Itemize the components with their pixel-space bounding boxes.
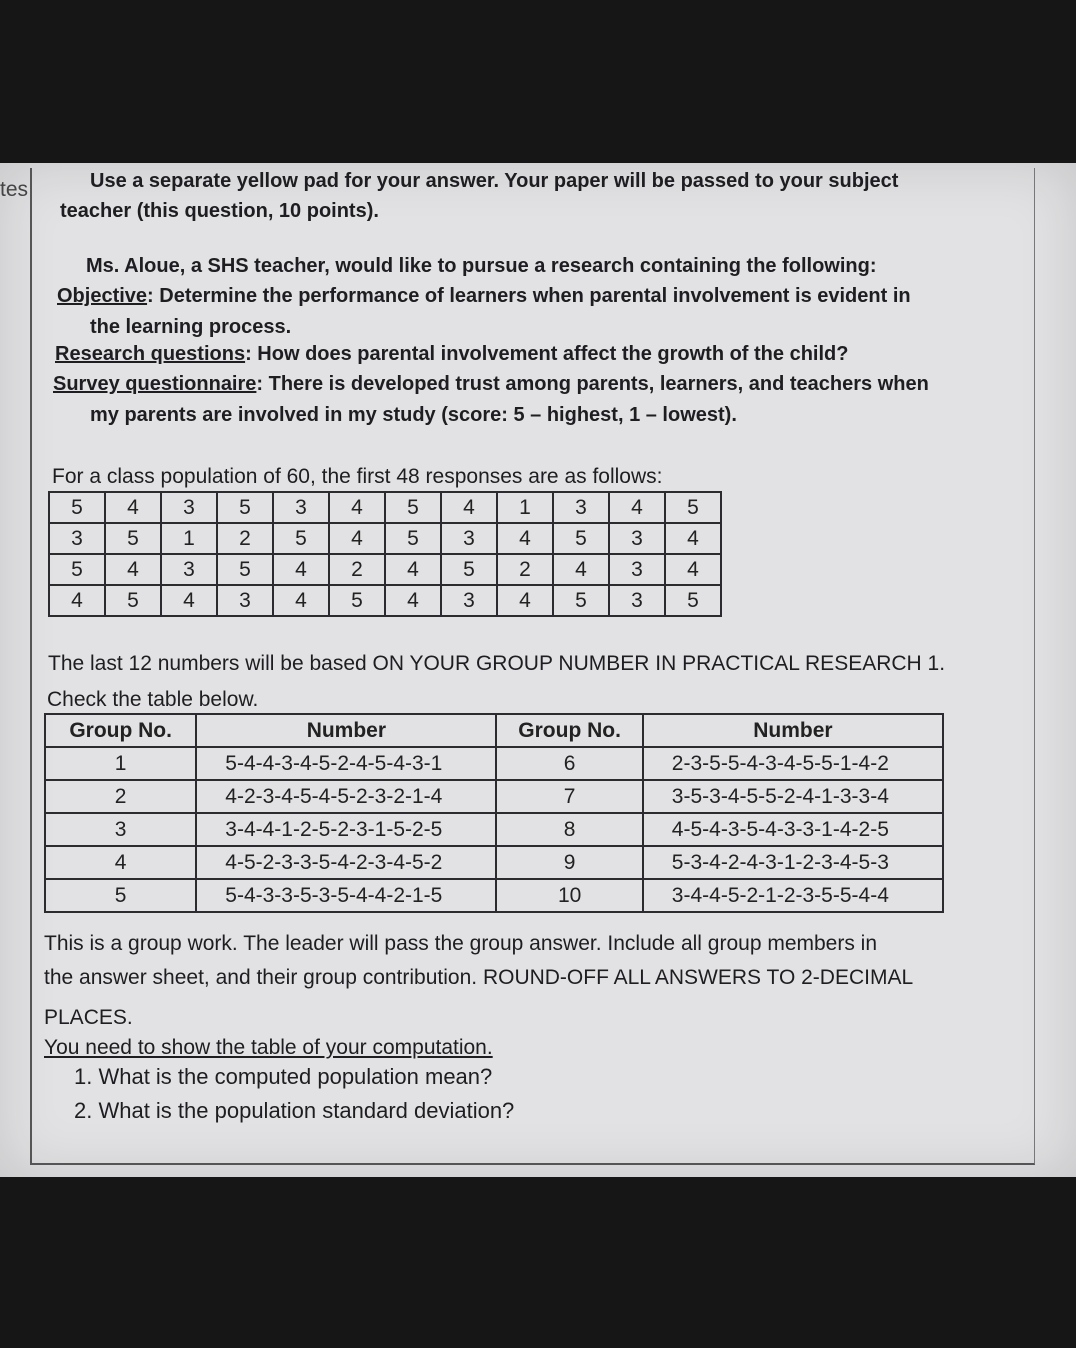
response-row [49, 492, 721, 523]
response-cell: 3 [441, 585, 497, 616]
group-no-cell: 9 [496, 846, 642, 879]
response-cell: 3 [217, 585, 273, 616]
number-cell: 4-5-4-3-5-4-3-3-1-4-2-5 [643, 813, 943, 846]
response-cell: 5 [49, 554, 105, 585]
response-cell: 4 [609, 492, 665, 523]
number-cell: 5-4-4-3-4-5-2-4-5-4-3-1 [196, 747, 496, 780]
response-cell: 4 [441, 492, 497, 523]
objective-line-2: the learning process. [90, 316, 292, 338]
research-questions-text: : How does parental involvement affect the growth of the child? [245, 343, 849, 365]
response-cell: 5 [105, 585, 161, 616]
response-cell: 2 [329, 554, 385, 585]
response-cell: 4 [49, 585, 105, 616]
response-cell: 4 [553, 554, 609, 585]
number-cell: 3-4-4-1-2-5-2-3-1-5-2-5 [196, 813, 496, 846]
response-cell: 4 [329, 523, 385, 554]
side-label: tes [0, 178, 29, 201]
response-cell: 3 [49, 523, 105, 554]
response-row [49, 585, 721, 616]
instructions-line-1: Use a separate yellow pad for your answer. Your paper will be passed to your subject [90, 170, 899, 192]
group-no-cell: 2 [45, 780, 196, 813]
group-numbers-table [44, 713, 944, 913]
response-cell: 4 [273, 554, 329, 585]
group-no-cell: 10 [496, 879, 642, 912]
survey-line-1 [53, 373, 929, 396]
group-row [45, 813, 943, 846]
response-cell: 1 [161, 523, 217, 554]
response-cell: 3 [609, 554, 665, 585]
header-number-2: Number [643, 714, 943, 747]
number-cell: 4-5-2-3-3-5-4-2-3-4-5-2 [196, 846, 496, 879]
header-group-no-1: Group No. [45, 714, 196, 747]
group-section-line-1: The last 12 numbers will be based ON YOUR GROUP NUMBER IN PRACTICAL RESEARCH 1. [48, 652, 946, 675]
response-cell: 4 [105, 554, 161, 585]
response-cell: 3 [609, 585, 665, 616]
group-no-cell: 4 [45, 846, 196, 879]
number-cell: 5-4-3-3-5-3-5-4-4-2-1-5 [196, 879, 496, 912]
responses-caption: For a class population of 60, the first 48 responses are as follows: [52, 465, 663, 488]
response-cell: 4 [273, 585, 329, 616]
response-cell: 5 [553, 523, 609, 554]
group-no-cell: 8 [496, 813, 642, 846]
response-cell: 4 [105, 492, 161, 523]
number-cell: 3-4-4-5-2-1-2-3-5-5-4-4 [643, 879, 943, 912]
objective-text: : Determine the performance of learners when parental involvement is evident in [147, 285, 911, 307]
header-number-1: Number [196, 714, 496, 747]
response-cell: 3 [273, 492, 329, 523]
question-2: 2. What is the population standard deviation? [74, 1098, 515, 1123]
response-cell: 2 [217, 523, 273, 554]
response-cell: 3 [441, 523, 497, 554]
group-section-line-2: Check the table below. [47, 688, 259, 711]
response-cell: 5 [49, 492, 105, 523]
response-cell: 4 [329, 492, 385, 523]
response-cell: 5 [217, 554, 273, 585]
group-work-line-3: PLACES. [44, 1006, 133, 1029]
response-cell: 5 [385, 523, 441, 554]
number-cell: 3-5-3-4-5-5-2-4-1-3-3-4 [643, 780, 943, 813]
number-cell: 4-2-3-4-5-4-5-2-3-2-1-4 [196, 780, 496, 813]
group-work-line-1: This is a group work. The leader will pass the group answer. Include all group members in [44, 932, 878, 955]
response-cell: 4 [385, 585, 441, 616]
response-cell: 4 [497, 523, 553, 554]
group-no-cell: 3 [45, 813, 196, 846]
response-cell: 3 [161, 492, 217, 523]
group-row [45, 846, 943, 879]
response-cell: 4 [665, 554, 721, 585]
number-cell: 5-3-4-2-4-3-1-2-3-4-5-3 [643, 846, 943, 879]
response-row [49, 523, 721, 554]
responses-table [48, 491, 722, 617]
group-work-line-2: the answer sheet, and their group contribution. ROUND-OFF ALL ANSWERS TO 2-DECIMAL [44, 966, 914, 989]
group-row [45, 780, 943, 813]
survey-text: : There is developed trust among parents, learners, and teachers when [256, 373, 929, 395]
response-cell: 4 [385, 554, 441, 585]
group-no-cell: 7 [496, 780, 642, 813]
response-cell: 5 [273, 523, 329, 554]
response-cell: 4 [497, 585, 553, 616]
response-cell: 4 [161, 585, 217, 616]
response-cell: 5 [385, 492, 441, 523]
response-cell: 3 [161, 554, 217, 585]
response-cell: 4 [665, 523, 721, 554]
group-no-cell: 5 [45, 879, 196, 912]
table-note: You need to show the table of your computation. [44, 1036, 493, 1059]
objective-label: Objective [57, 285, 148, 307]
response-cell: 3 [553, 492, 609, 523]
group-row [45, 879, 943, 912]
response-row [49, 554, 721, 585]
response-cell: 5 [217, 492, 273, 523]
response-cell: 2 [497, 554, 553, 585]
survey-line-2: my parents are involved in my study (score: 5 – highest, 1 – lowest). [90, 404, 737, 426]
response-cell: 5 [329, 585, 385, 616]
question-list [74, 1064, 514, 1132]
response-cell: 5 [105, 523, 161, 554]
response-cell: 3 [609, 523, 665, 554]
response-cell: 5 [441, 554, 497, 585]
response-cell: 5 [665, 585, 721, 616]
question-1: 1. What is the computed population mean? [74, 1064, 493, 1089]
research-questions-label: Research questions [55, 343, 246, 365]
response-cell: 5 [665, 492, 721, 523]
header-group-no-2: Group No. [496, 714, 642, 747]
research-intro: Ms. Aloue, a SHS teacher, would like to pursue a research containing the following: [86, 255, 877, 277]
survey-label: Survey questionnaire [53, 373, 257, 395]
objective-line-1 [57, 285, 911, 308]
response-cell: 1 [497, 492, 553, 523]
instructions-line-2: teacher (this question, 10 points). [60, 200, 379, 222]
group-no-cell: 6 [496, 747, 642, 780]
research-questions-line [55, 343, 848, 366]
response-cell: 5 [553, 585, 609, 616]
group-no-cell: 1 [45, 747, 196, 780]
group-row [45, 747, 943, 780]
number-cell: 2-3-5-5-4-3-4-5-5-1-4-2 [643, 747, 943, 780]
